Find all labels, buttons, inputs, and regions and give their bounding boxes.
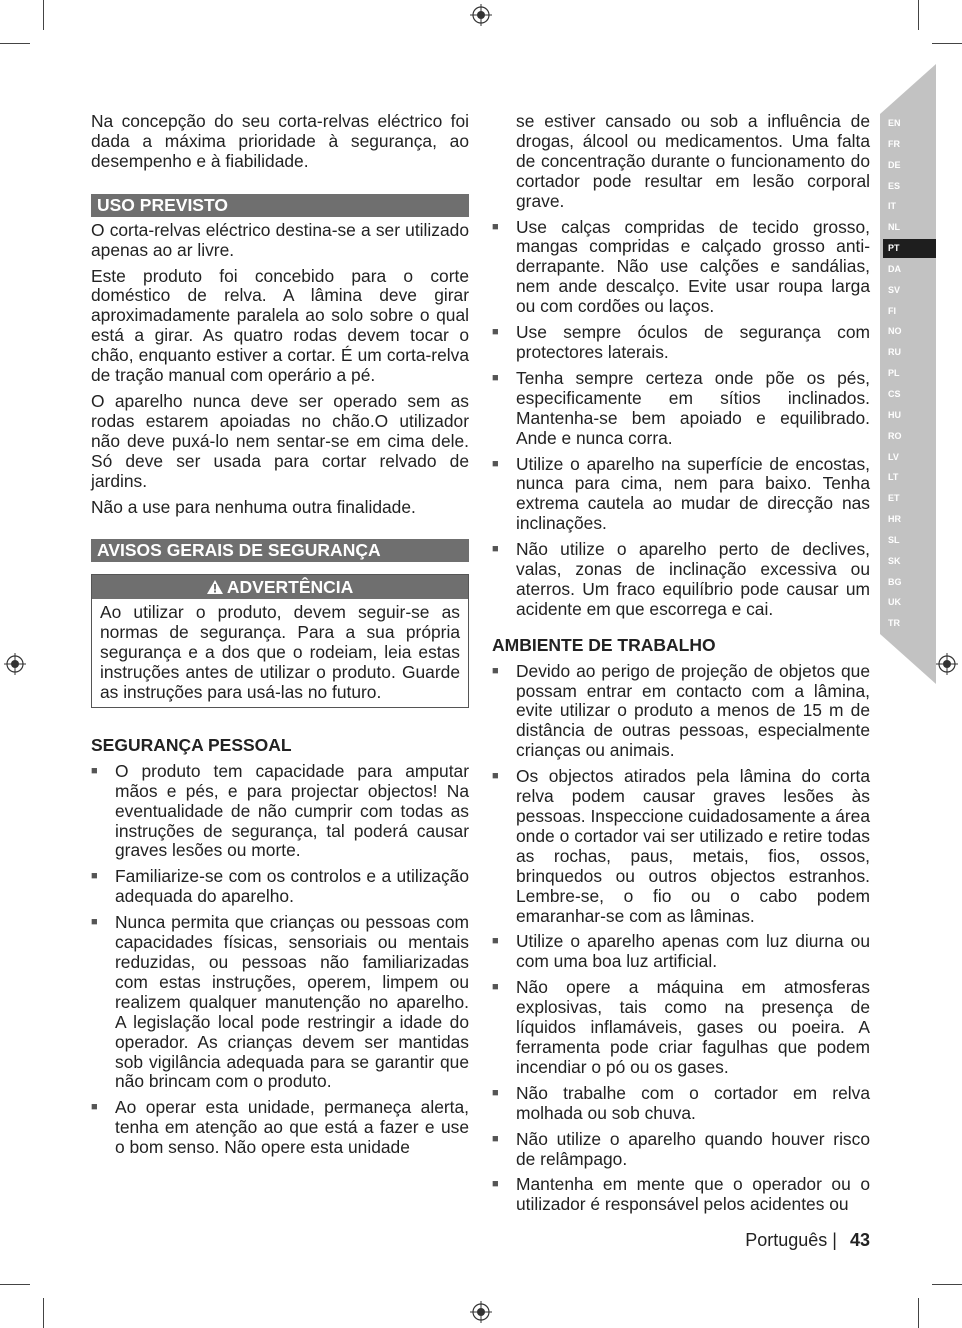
intro-paragraph: Na concepção do seu corta-relvas eléctrico foi dada a máxima prioridade à segurança, ao desempenho e à fiabilidade. [91,111,469,171]
list-item: ■ Familiarize-se com os controlos e a utilização adequada do aparelho. [91,867,469,907]
paragraph: O aparelho nunca deve ser operado sem as rodas estarem apoiadas no chão.O utilizador não deve puxá-lo nem sentar-se em cima dele. Só deve ser usada para cortar relvado de jardins. [91,390,469,491]
language-tab[interactable]: ES [883,177,936,196]
language-tab[interactable]: SL [883,531,936,550]
list-item: ■ Use sempre óculos de segurança com protectores laterais. [492,323,870,363]
list-item: ■ Tenha sempre certeza onde põe os pés, especificamente em sítios inclinados. Mantenha-se bem apoiado e equilibrado. Ande e nunca corra. [492,369,870,449]
list-item: ■ Use calças compridas de tecido grosso, mangas compridas e calçado grosso anti-derrapante. Não use calções e sandálias, nem ande descalço. Evite usar roupa larga ou com cordões ou laços. [492,218,870,318]
page-footer [745,1230,870,1251]
bullet-list [492,662,870,1216]
registration-mark-icon [470,1301,492,1323]
warning-title: ADVERTÊNCIA [226,577,354,598]
section-heading-seguranca-pessoal: SEGURANÇA PESSOAL [91,734,292,755]
list-item: ■ Não opere a máquina em atmosferas explosivas, tais como na presença de líquidos inflamáveis, gases ou poeira. A ferramenta pode criar fagulhas que podem incendiar o pó ou os gases. [492,978,870,1078]
list-item: ■ Utilize o aparelho na superfície de encostas, nunca para cima, nem para baixo. Tenha extrema cautela ao mudar de direcção nas inclinações. [492,455,870,535]
crop-mark [0,43,30,44]
crop-mark [932,43,962,44]
language-tab[interactable]: UK [883,593,936,612]
warning-header [92,575,468,599]
language-tab[interactable]: RO [883,427,936,446]
language-tab[interactable]: ET [883,489,936,508]
left-column [91,112,469,1164]
language-tab[interactable]: SK [883,552,936,571]
language-tab[interactable]: NL [883,218,936,237]
list-item: ■ Não utilize o aparelho perto de declives, valas, zonas de inclinação excessiva ou aterros. Um fraco equilíbrio pode causar um acidente em que escorrega e cai. [492,540,870,620]
language-tab[interactable]: NO [883,322,936,341]
list-item: ■ Nunca permita que crianças ou pessoas com capacidades físicas, sensoriais ou mentais reduzidas, ou pessoas não familiarizadas com estas instruções, operem, limpem ou realizem qualquer manutenção no aparelho. A legislação local pode restringir a idade do operador. As crianças devem ser mantidas sob vigilância adequada para se garantir que não brincam com o produto. [91,913,469,1092]
list-item: ■ O produto tem capacidade para amputar mãos e pés, e para projectar objectos! Na eventualidade de não cumprir com todas as instruções de segurança, tal poderá causar graves lesões ou morte. [91,762,469,862]
language-tab[interactable]: TR [883,614,936,633]
language-tab[interactable]: RU [883,343,936,362]
language-tab[interactable]: HU [883,406,936,425]
crop-mark [932,1284,962,1285]
crop-mark [43,0,44,30]
warning-text: Ao utilizar o produto, devem seguir-se as normas de segurança. Para a sua própria segurança e a dos que o rodeiam, leia estas instruções antes de utilizar o produto. Guarde as instruções para usá-las no futuro. [100,602,460,703]
language-tab[interactable]: SV [883,281,936,300]
page-number: 43 [849,1230,870,1250]
list-item: ■ Os objectos atirados pela lâmina do corta relva podem causar graves lesões às pessoas. Inspeccione cuidadosamente a área onde o cortador vai ser utilizado e retire todas as rochas, paus, metais, fios, ossos, brinquedos ou outros objectos estranhos. Lembre-se, o fio ou o cabo podem emaranhar-se com as lâminas. [492,767,870,926]
warning-box [91,574,469,708]
list-item: ■ Ao operar esta unidade, permaneça alerta, tenha em atenção ao que está a fazer e use o bom senso. Não opere esta unidade [91,1098,469,1158]
warning-triangle-icon [207,580,223,594]
registration-mark-icon [936,653,958,675]
list-item: ■ Não trabalhe com o cortador em relva molhada ou sob chuva. [492,1084,870,1124]
section-heading-avisos: AVISOS GERAIS DE SEGURANÇA [91,539,469,562]
section-heading-uso-previsto: USO PREVISTO [91,194,469,217]
language-tab[interactable]: HR [883,510,936,529]
paragraph: Não a use para nenhuma outra finalidade. [91,496,416,517]
language-tab[interactable]: DA [883,260,936,279]
language-tab[interactable]: FR [883,135,936,154]
continuation-paragraph: se estiver cansado ou sob a influência de drogas, álcool ou medicamentos. Uma falta de concentração durante o funcionamento do cortador pode resultar em lesão corporal grave. [516,111,870,211]
section-heading-ambiente: AMBIENTE DE TRABALHO [492,634,716,655]
language-tab[interactable]: IT [883,197,936,216]
list-item: ■ Devido ao perigo de projeção de objetos que possam entrar em contacto com a lâmina, evite utilizar o produto a menos de 15 m de distância de outras pessoas, especialmente crianças ou animais. [492,662,870,762]
bullet-list [91,762,469,1158]
language-tab[interactable]: FI [883,302,936,321]
language-tab[interactable]: LT [883,468,936,487]
language-tab[interactable]: BG [883,573,936,592]
crop-mark [0,1284,30,1285]
language-tab[interactable]: DE [883,156,936,175]
crop-mark [43,1298,44,1328]
language-tab[interactable]: CS [883,385,936,404]
crop-mark [918,1298,919,1328]
right-column [492,112,870,1221]
language-tab[interactable]: EN [883,114,936,133]
footer-language: Português | [745,1230,837,1250]
paragraph: Este produto foi concebido para o corte doméstico de relva. A lâmina deve girar aproximadamente paralela ao solo sobre o qual está a girar. As quatro rodas devem tocar o chão, enquanto estiver a cortar. É um corta-relva de tração manual com operário a pé. [91,265,469,386]
language-tab[interactable]: PL [883,364,936,383]
language-tab[interactable]: LV [883,448,936,467]
registration-mark-icon [4,653,26,675]
bullet-list [492,218,870,620]
crop-mark [918,0,919,30]
list-item: ■ Utilize o aparelho apenas com luz diurna ou com uma boa luz artificial. [492,932,870,972]
paragraph: O corta-relvas eléctrico destina-se a ser utilizado apenas ao ar livre. [91,219,469,260]
language-tab-active[interactable]: PT [883,239,936,258]
list-item: ■ Mantenha em mente que o operador ou o utilizador é responsável pelos acidentes ou [492,1175,870,1215]
registration-mark-icon [470,4,492,26]
language-tabs [883,114,936,635]
list-item: ■ Não utilize o aparelho quando houver risco de relâmpago. [492,1130,870,1170]
